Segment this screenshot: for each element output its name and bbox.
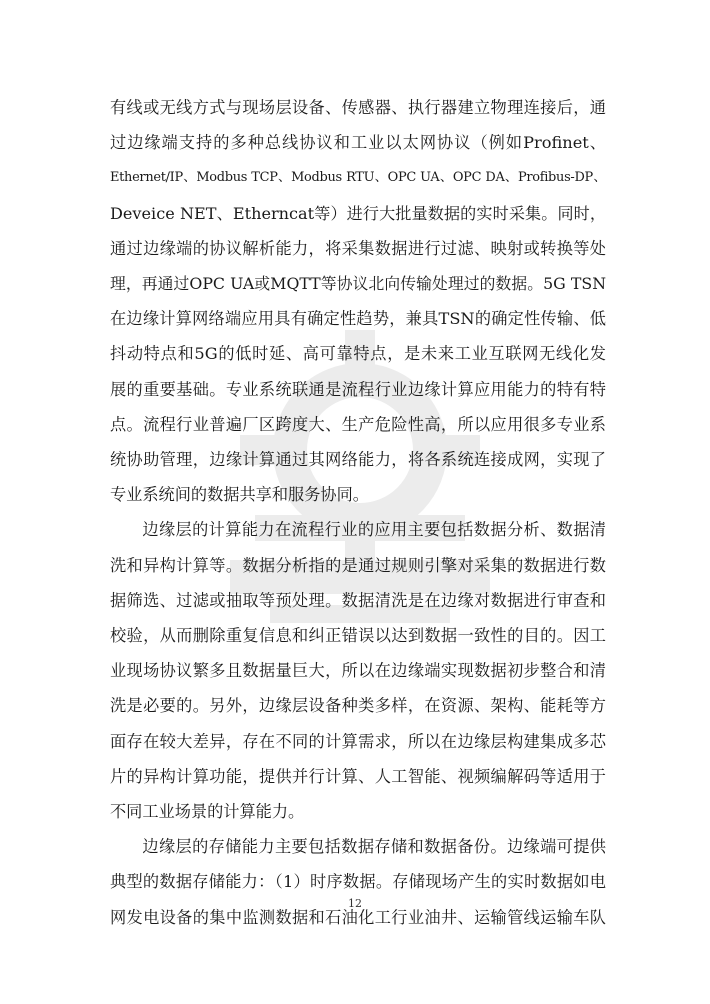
- text-line: 片的异构计算功能，提供并行计算、人工智能、视频编解码等适用于: [110, 766, 606, 786]
- text-line: 洗是必要的。另外，边缘层设备种类多样，在资源、架构、能耗等方: [110, 696, 606, 716]
- text-line: 点。流程行业普遍厂区跨度大、生产危险性高，所以应用很多专业系: [110, 414, 606, 434]
- text-line: 有线或无线方式与现场层设备、传感器、执行器建立物理连接后，通: [110, 98, 606, 117]
- body-text: [110, 90, 606, 935]
- text-line: 洗和异构计算等。数据分析指的是通过规则引擎对采集的数据进行数: [110, 555, 606, 575]
- text-line: 专业系统间的数据共享和服务协同。: [110, 485, 369, 505]
- text-line: 据筛选、过滤或抽取等预处理。数据清洗是在边缘对数据进行审查和: [110, 590, 606, 610]
- text-line: 面存在较大差异，存在不同的计算需求，所以在边缘层构建集成多芯: [110, 731, 606, 751]
- text-line: 在边缘计算网络端应用具有确定性趋势，兼具TSN的确定性传输、低: [110, 309, 606, 329]
- text-line: 抖动特点和5G的低时延、高可靠特点，是未来工业互联网无线化发: [110, 344, 606, 364]
- text-line: Deveice NET、Etherncat等）进行大批量数据的实时采集。同时，: [110, 203, 606, 223]
- paragraph-3: [110, 829, 606, 935]
- text-line: 网发电设备的集中监测数据和石油化工行业油井、运输管线运输车队: [110, 907, 606, 927]
- text-line: 理，再通过OPC UA或MQTT等协议北向传输处理过的数据。5G TSN: [110, 274, 606, 294]
- text-line: 典型的数据存储能力：（1）时序数据。存储现场产生的实时数据如电: [110, 872, 606, 892]
- text-line: 不同工业场景的计算能力。: [110, 802, 305, 822]
- text-line: 通过边缘端的协议解析能力，将采集数据进行过滤、映射或转换等处: [110, 238, 606, 258]
- text-line: 边缘层的存储能力主要包括数据存储和数据备份。边缘端可提供: [142, 837, 606, 857]
- text-line: 校验，从而删除重复信息和纠正错误以达到数据一致性的目的。因工: [110, 626, 606, 646]
- text-line: 过边缘端支持的多种总线协议和工业以太网协议（例如Profinet、: [110, 133, 606, 153]
- text-line: 统协助管理，边缘计算通过其网络能力，将各系统连接成网，实现了: [110, 450, 606, 470]
- paragraph-1: [110, 90, 606, 512]
- paragraph-2: [110, 512, 606, 829]
- page-number: 12: [348, 897, 362, 910]
- text-line: Ethernet/IP、Modbus TCP、Modbus RTU、OPC UA、OPC DA、Profibus-DP、: [110, 170, 606, 186]
- text-line: 边缘层的计算能力在流程行业的应用主要包括数据分析、数据清: [142, 520, 606, 540]
- text-line: 展的重要基础。专业系统联通是流程行业边缘计算应用能力的特有特: [110, 379, 606, 399]
- text-line: 业现场协议繁多且数据量巨大，所以在边缘端实现数据初步整合和清: [110, 661, 606, 681]
